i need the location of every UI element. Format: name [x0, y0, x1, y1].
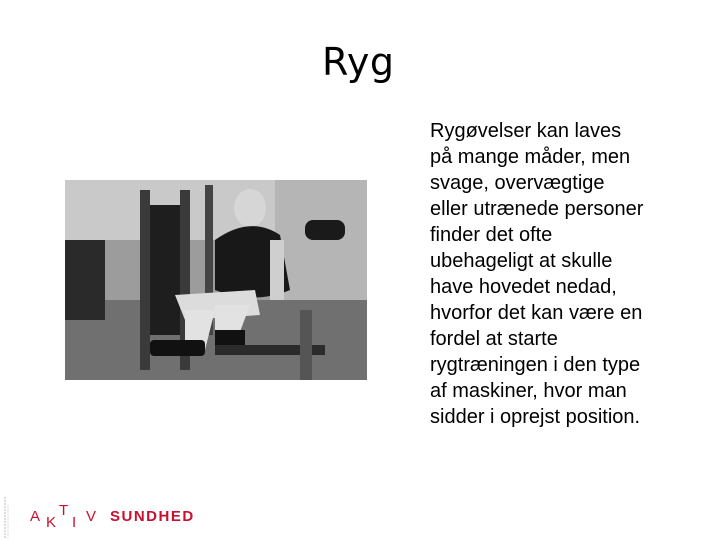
slide-title: Ryg	[322, 40, 395, 84]
exercise-machine-photo	[65, 180, 367, 380]
body-text	[430, 118, 700, 430]
body-line: sidder i oprejst position.	[430, 406, 641, 428]
logo-letter: V	[86, 508, 98, 525]
body-line: rygtræningen i den type	[430, 354, 641, 376]
body-line: svage, overvægtige	[430, 172, 605, 194]
vertical-fine-print	[2, 495, 10, 540]
body-line: fordel at starte	[430, 328, 558, 350]
logo-letter: I	[72, 514, 78, 531]
body-line: Rygøvelser kan laves	[430, 120, 622, 142]
body-line: af maskiner, hvor man	[430, 380, 627, 402]
logo-letter: T	[59, 502, 70, 519]
body-line: have hovedet nedad,	[430, 276, 617, 298]
aktiv-sundhed-logo	[30, 500, 230, 534]
logo-word: SUNDHED	[110, 508, 195, 525]
body-line: ubehageligt at skulle	[430, 250, 613, 272]
body-line: på mange måder, men	[430, 146, 631, 168]
logo-letter: A	[30, 508, 42, 525]
body-line: finder det ofte	[430, 224, 553, 246]
body-line: hvorfor det kan være en	[430, 302, 643, 324]
body-line: eller utrænede personer	[430, 198, 644, 220]
logo-letter: K	[46, 514, 58, 531]
